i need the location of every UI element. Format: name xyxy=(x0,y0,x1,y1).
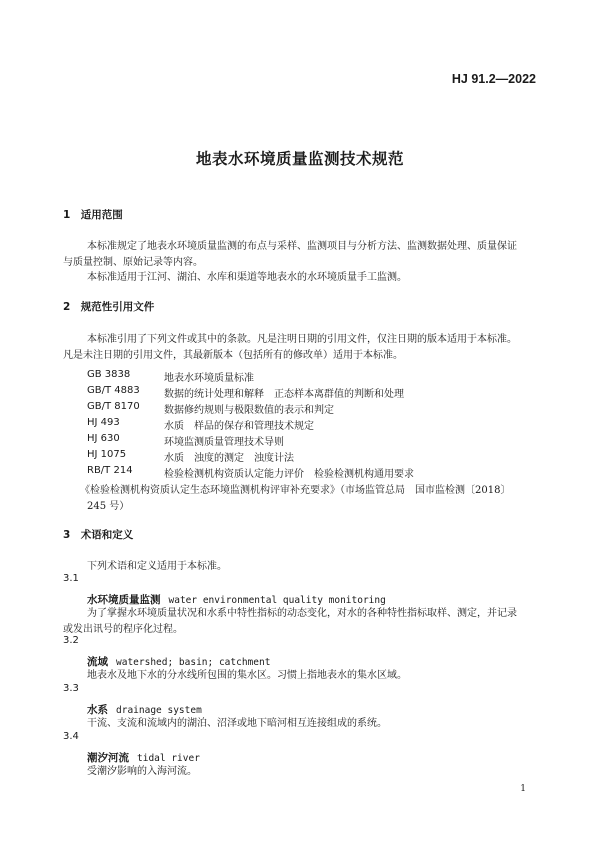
section-2-intro-line-2: 凡是未注日期的引用文件，其最新版本（包括所有的修改单）适用于本标准。 xyxy=(63,350,403,361)
term-number: 3.2 xyxy=(63,635,79,646)
reference-title: 水质 浊度的测定 浊度计法 xyxy=(164,453,294,464)
reference-title: 环境监测质量管理技术导则 xyxy=(164,437,284,448)
term-english: watershed; basin; catchment xyxy=(116,657,271,668)
term-english: drainage system xyxy=(116,705,202,716)
reference-code: GB/T 4883 xyxy=(87,385,140,396)
term-chinese: 水环境质量监测 xyxy=(87,594,161,606)
term-number: 3.3 xyxy=(63,683,79,694)
term-number: 3.1 xyxy=(63,573,79,584)
document-title: 地表水环境质量监测技术规范 xyxy=(195,150,404,168)
reference-title: 数据修约规则与极限数值的表示和判定 xyxy=(164,405,334,416)
reference-extra-line-2: 245 号） xyxy=(87,501,130,512)
reference-code: HJ 1075 xyxy=(87,449,127,460)
term-definition: 为了掌握水环境质量状况和水系中特性指标的动态变化，对水的各种特性指标取样、测定，并记录 xyxy=(87,608,517,619)
section-1-para-2: 本标准适用于江河、湖泊、水库和渠道等地表水的水环境质量手工监测。 xyxy=(87,272,407,283)
section-2-heading: 2 规范性引用文件 xyxy=(63,301,155,313)
reference-title: 水质 样品的保存和管理技术规定 xyxy=(164,421,314,432)
term-english: tidal river xyxy=(137,753,200,764)
section-3-heading: 3 术语和定义 xyxy=(63,529,134,541)
term-definition: 受潮汐影响的入海河流。 xyxy=(87,766,197,777)
page-number: 1 xyxy=(520,784,526,794)
reference-code: HJ 493 xyxy=(87,417,120,428)
section-3-intro: 下列术语和定义适用于本标准。 xyxy=(87,561,227,572)
term-number: 3.4 xyxy=(63,731,79,742)
term-english: water environmental quality monitoring xyxy=(168,595,386,606)
term-definition: 干流、支流和流域内的湖泊、沼泽或地下暗河相互连接组成的系统。 xyxy=(87,718,387,729)
reference-title: 数据的统计处理和解释 正态样本离群值的判断和处理 xyxy=(164,389,404,400)
reference-extra-line-1: 《检验检测机构资质认定生态环境监测机构评审补充要求》（市场监管总局 国市监检测〔2018〕 xyxy=(80,485,511,496)
term-chinese: 流域 xyxy=(87,656,108,668)
term-definition: 地表水及地下水的分水线所包围的集水区。习惯上指地表水的集水区域。 xyxy=(87,670,407,681)
reference-title: 地表水环境质量标准 xyxy=(164,373,254,384)
term-chinese: 水系 xyxy=(87,704,108,716)
reference-code: GB 3838 xyxy=(87,369,131,380)
reference-code: RB/T 214 xyxy=(87,465,133,476)
reference-code: HJ 630 xyxy=(87,433,120,444)
reference-title: 检验检测机构资质认定能力评价 检验检测机构通用要求 xyxy=(164,469,414,480)
reference-code: GB/T 8170 xyxy=(87,401,140,412)
section-1-para-1-line-1: 本标准规定了地表水环境质量监测的布点与采样、监测项目与分析方法、监测数据处理、质量保证 xyxy=(87,241,517,252)
standard-code: HJ 91.2—2022 xyxy=(451,72,536,86)
section-2-intro-line-1: 本标准引用了下列文件或其中的条款。凡是注明日期的引用文件，仅注日期的版本适用于本标准。 xyxy=(87,334,517,345)
term-chinese: 潮汐河流 xyxy=(87,752,129,764)
term-definition-cont: 或发出讯号的程序化过程。 xyxy=(63,624,183,635)
section-1-heading: 1 适用范围 xyxy=(63,209,123,221)
section-1-para-1-line-2: 与质量控制、原始记录等内容。 xyxy=(63,257,203,268)
